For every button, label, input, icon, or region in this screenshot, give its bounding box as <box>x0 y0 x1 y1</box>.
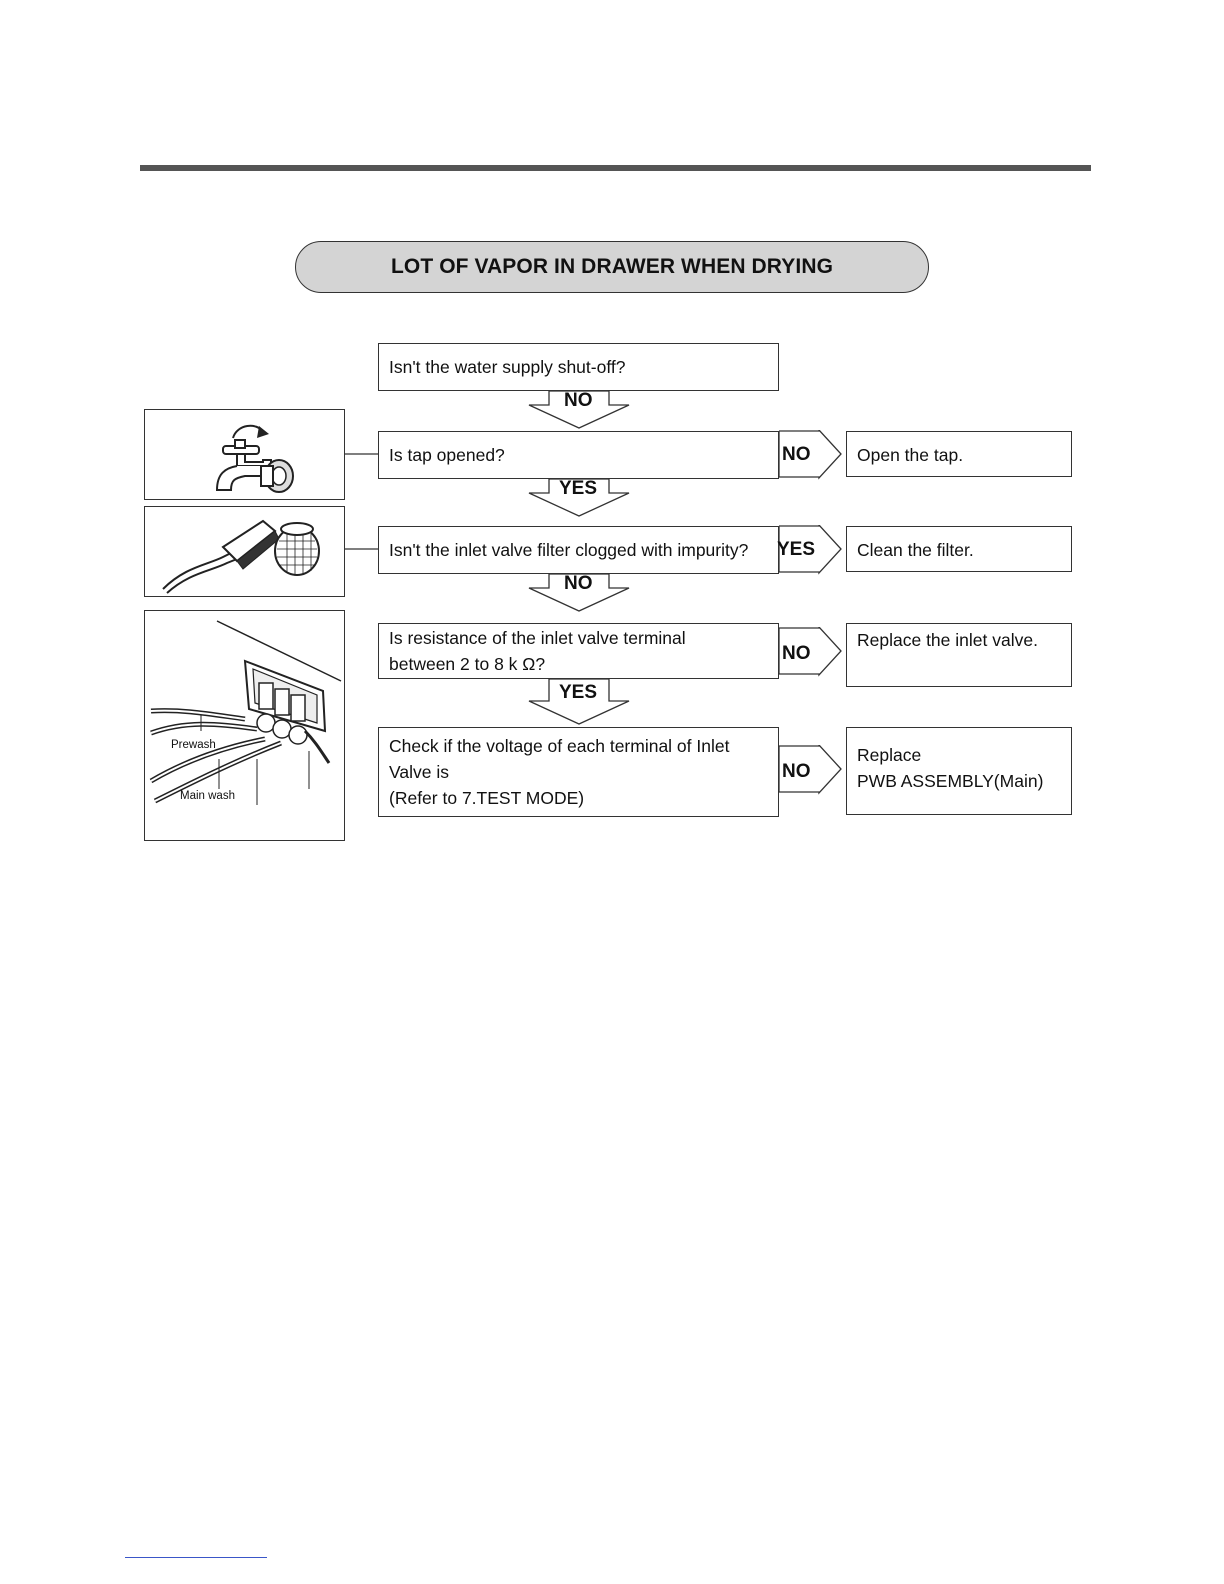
down-label-2: YES <box>559 478 598 499</box>
question-text: Isn't the inlet valve filter clogged with impurity? <box>389 540 749 560</box>
footer-link-line <box>125 1557 267 1558</box>
filter-illustration <box>144 506 345 597</box>
down-label-4: YES <box>559 682 598 703</box>
action-replace-pwb <box>846 727 1072 815</box>
question-line: Is resistance of the inlet valve terminal <box>389 628 686 648</box>
action-line: Replace <box>857 745 922 765</box>
connector-filter <box>345 547 379 551</box>
action-line: PWB ASSEMBLY(Main) <box>857 771 1044 791</box>
water-tap-icon <box>145 410 344 499</box>
right-label-3: YES <box>777 539 816 560</box>
page-title: LOT OF VAPOR IN DRAWER WHEN DRYING <box>295 241 929 293</box>
question-valve-voltage <box>378 727 779 817</box>
question-line: between 2 to 8 k Ω? <box>389 654 546 674</box>
inlet-valve-icon <box>145 611 344 840</box>
question-text: Is tap opened? <box>389 445 505 465</box>
prewash-label: Prewash <box>171 739 216 751</box>
question-line: Valve is <box>389 762 449 782</box>
question-valve-resistance <box>378 623 779 679</box>
right-label-5: NO <box>782 761 811 782</box>
question-text: Isn't the water supply shut-off? <box>389 357 626 377</box>
action-replace-valve <box>846 623 1072 687</box>
tap-illustration <box>144 409 345 500</box>
action-open-tap <box>846 431 1072 477</box>
right-label-4: NO <box>782 643 811 664</box>
question-tap-opened <box>378 431 779 479</box>
action-text: Replace the inlet valve. <box>857 630 1038 650</box>
down-label-1: NO <box>564 390 593 411</box>
right-label-2: NO <box>782 444 811 465</box>
filter-brush-icon <box>145 507 344 596</box>
action-text: Open the tap. <box>857 445 964 465</box>
action-text: Clean the filter. <box>857 540 974 560</box>
question-line: Check if the voltage of each terminal of Inlet <box>389 736 730 756</box>
header-rule <box>140 165 1091 171</box>
down-label-3: NO <box>564 573 593 594</box>
question-filter-clogged <box>378 526 779 574</box>
valve-illustration <box>144 610 345 841</box>
main-wash-label: Main wash <box>180 790 235 802</box>
question-water-supply <box>378 343 779 391</box>
connector-tap <box>345 452 379 456</box>
question-line: (Refer to 7.TEST MODE) <box>389 788 585 808</box>
action-clean-filter <box>846 526 1072 572</box>
